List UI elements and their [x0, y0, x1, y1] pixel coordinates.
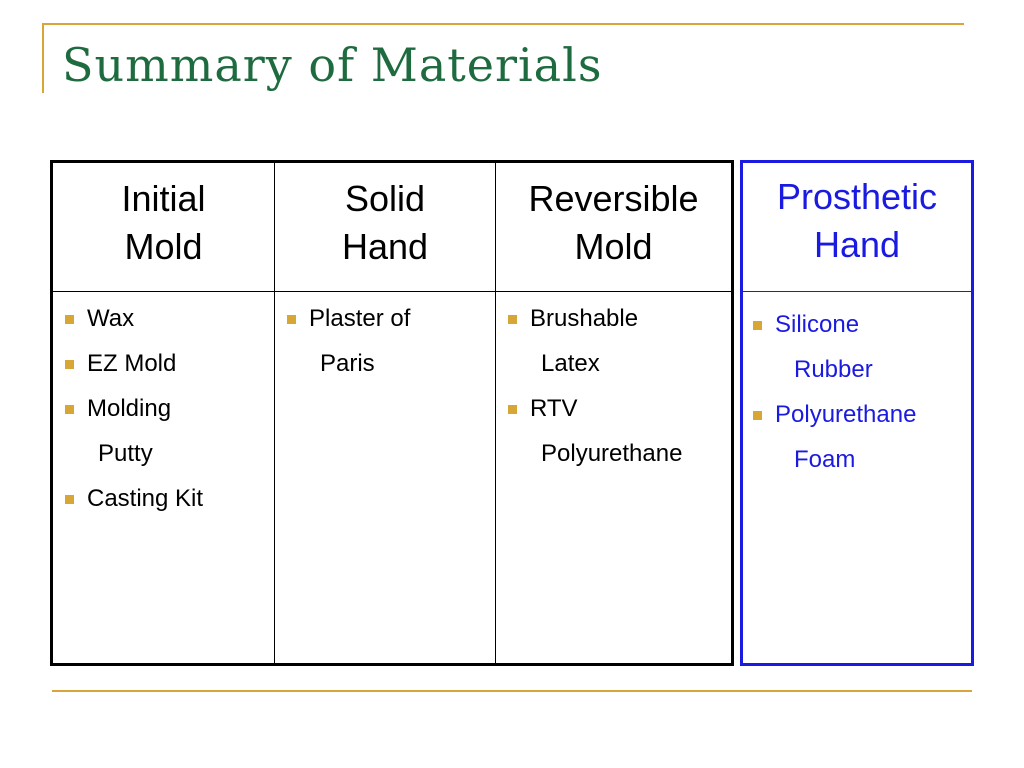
item-text: RTV	[530, 395, 578, 422]
solid-hand-list	[275, 292, 496, 663]
item-text-continuation: Putty	[98, 440, 153, 467]
title-accent-line	[42, 23, 44, 93]
square-bullet-icon	[508, 315, 517, 324]
square-bullet-icon	[65, 360, 74, 369]
item-text: Wax	[87, 305, 135, 332]
square-bullet-icon	[753, 411, 762, 420]
item-text-continuation: Rubber	[794, 356, 873, 383]
header-line: Prosthetic	[776, 176, 938, 217]
item-text: Polyurethane	[775, 401, 917, 428]
list-item	[506, 386, 731, 476]
slide-title: Summary of Materials	[62, 38, 603, 92]
list-item	[751, 392, 971, 482]
square-bullet-icon	[65, 405, 74, 414]
top-divider-line	[42, 23, 964, 25]
column-header-reversible-mold	[496, 163, 731, 292]
square-bullet-icon	[753, 321, 762, 330]
header-line: Solid	[344, 178, 426, 219]
initial-mold-list	[53, 292, 275, 663]
header-line: Mold	[124, 226, 203, 267]
column-header-solid-hand	[275, 163, 496, 292]
header-line: Mold	[574, 226, 653, 267]
column-header-initial-mold	[53, 163, 275, 292]
reversible-mold-list	[496, 292, 731, 663]
square-bullet-icon	[508, 405, 517, 414]
list-item	[63, 296, 274, 341]
header-line: Hand	[341, 226, 429, 267]
item-text-continuation: Foam	[794, 446, 856, 473]
item-text: Plaster of	[309, 305, 411, 332]
prosthetic-hand-list	[743, 292, 971, 663]
square-bullet-icon	[65, 495, 74, 504]
list-item	[63, 386, 274, 476]
square-bullet-icon	[65, 315, 74, 324]
item-text: Molding	[87, 395, 172, 422]
list-item	[63, 476, 274, 521]
materials-table	[50, 160, 734, 666]
item-text: EZ Mold	[87, 350, 177, 377]
list-item	[506, 296, 731, 386]
list-item	[63, 341, 274, 386]
header-line: Hand	[813, 224, 901, 265]
header-line: Reversible	[528, 178, 699, 219]
item-text-continuation: Latex	[541, 350, 600, 377]
prosthetic-hand-table	[740, 160, 974, 666]
item-text-continuation: Paris	[320, 350, 375, 377]
item-text: Casting Kit	[87, 485, 204, 512]
item-text-continuation: Polyurethane	[541, 440, 683, 467]
item-text: Silicone	[775, 311, 860, 338]
list-item	[285, 296, 495, 386]
header-line: Initial	[121, 178, 206, 219]
bottom-divider-line	[52, 690, 972, 692]
item-text: Brushable	[530, 305, 639, 332]
square-bullet-icon	[287, 315, 296, 324]
column-header-prosthetic-hand	[743, 163, 971, 292]
list-item	[751, 302, 971, 392]
